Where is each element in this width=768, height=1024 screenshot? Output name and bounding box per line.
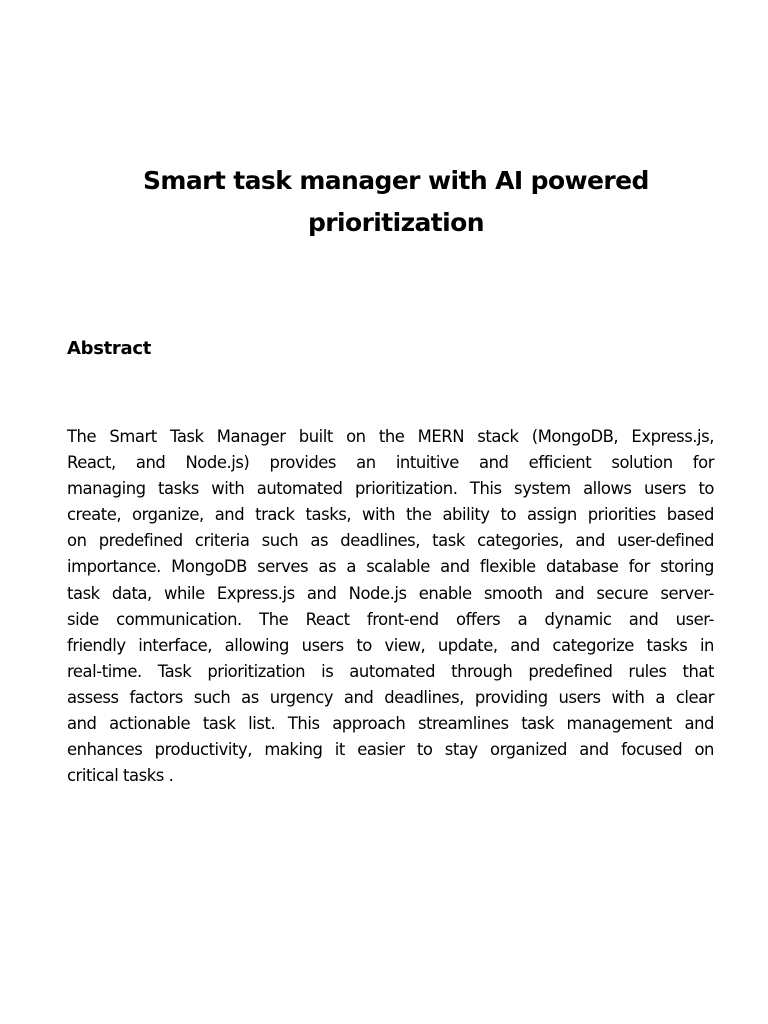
paragraph-line: on predefined criteria such as deadlines, task categories, and user-defined: [67, 531, 714, 551]
paragraph-line: real-time. Task prioritization is automated through predefined rules that: [67, 661, 714, 681]
paragraph-line: task data, while Express.js and Node.js enable smooth and secure server-: [67, 583, 714, 603]
document-title: [140, 160, 670, 244]
paragraph-line: React, and Node.js) provides an intuitive and efficient solution for: [67, 453, 714, 473]
paragraph-line: and actionable task list. This approach streamlines task management and: [67, 714, 714, 734]
paragraph-line: side communication. The React front-end offers a dynamic and user-: [67, 609, 714, 629]
paragraph-line: friendly interface, allowing users to view, update, and categorize tasks in: [67, 635, 714, 655]
paragraph-line: importance. MongoDB serves as a scalable and flexible database for storing: [67, 557, 714, 577]
paragraph-line: enhances productivity, making it easier to stay organized and focused on: [67, 740, 714, 760]
paragraph-line: The Smart Task Manager built on the MERN stack (MongoDB, Express.js,: [67, 427, 714, 446]
paragraph-line: assess factors such as urgency and deadlines, providing users with a clear: [67, 687, 714, 707]
paragraph-line: create, organize, and track tasks, with the ability to assign priorities based: [67, 505, 714, 525]
title-line: prioritization: [308, 208, 484, 237]
title-line: Smart task manager with AI powered: [143, 166, 649, 195]
abstract-paragraph: [67, 424, 714, 789]
paragraph-line: critical tasks .: [67, 766, 174, 786]
paragraph-line: managing tasks with automated prioritization. This system allows users to: [67, 479, 714, 499]
section-heading: Abstract: [67, 338, 152, 359]
